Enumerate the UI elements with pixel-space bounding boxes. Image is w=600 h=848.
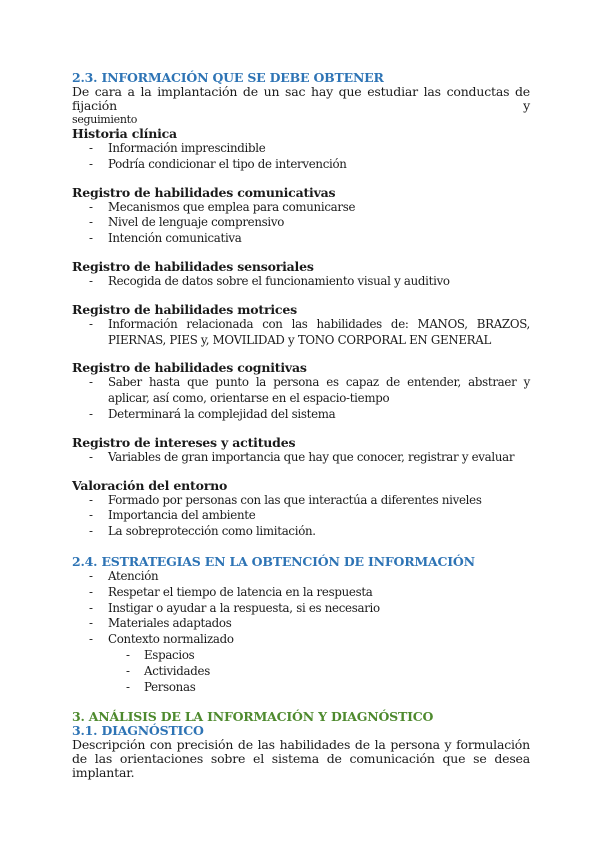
group-title-comunicativas: Registro de habilidades comunicativas (72, 184, 336, 200)
list-item: - Importancia del ambiente (72, 508, 530, 524)
list-item: - Instigar o ayudar a la respuesta, si es necesario (72, 601, 530, 617)
list-item: - Información relacionada con las habilidades de: MANOS, BRAZOS, PIERNAS, PIES y, MOVILIDAD y TONO CORPORAL EN GENERAL (72, 317, 530, 349)
section-heading-2-4: 2.4. ESTRATEGIAS EN LA OBTENCIÓN DE INFORMACIÓN (72, 553, 475, 569)
motrices-list (72, 317, 530, 349)
group-title-motrices: Registro de habilidades motrices (72, 301, 297, 317)
group-title-sensoriales: Registro de habilidades sensoriales (72, 258, 314, 274)
list-item: - Variables de gran importancia que hay que conocer, registrar y evaluar (72, 450, 530, 466)
list-item: - Contexto normalizado (72, 632, 530, 648)
group-title-cognitivas: Registro de habilidades cognitivas (72, 360, 307, 376)
list-item: - Saber hasta que punto la persona es capaz de entender, abstraer y aplicar, así como, orientarse en el espacio-tiempo (72, 375, 530, 407)
section-heading-3: 3. ANÁLISIS DE LA INFORMACIÓN Y DIAGNÓSTICO (72, 709, 434, 725)
list-item: - Recogida de datos sobre el funcionamiento visual y auditivo (72, 274, 530, 290)
list-item: - Actividades (72, 664, 530, 680)
group-title-entorno: Valoración del entorno (72, 477, 228, 493)
list-item: - Atención (72, 569, 530, 585)
intro-line-1: De cara a la implantación de un sac hay que estudiar las conductas de fijación y (72, 84, 530, 113)
list-item: - Información imprescindible (72, 141, 530, 157)
group-title-intereses: Registro de intereses y actitudes (72, 434, 296, 450)
contexto-nested-list (72, 648, 530, 695)
cognitivas-list (72, 375, 530, 422)
list-item: - Nivel de lenguaje comprensivo (72, 215, 530, 231)
historia-list (72, 141, 530, 173)
list-item: - Determinará la complejidad del sistema (72, 407, 530, 423)
intereses-list (72, 450, 530, 466)
list-item: - Mecanismos que emplea para comunicarse (72, 200, 530, 216)
comunicativas-list (72, 200, 530, 247)
list-item: - Intención comunicativa (72, 231, 530, 247)
diagnostico-paragraph: Descripción con precisión de las habilidades de la persona y formulación de las orientaciones sobre el sistema de comunicación que se desea implantar. (72, 737, 530, 781)
list-item: - Respetar el tiempo de latencia en la respuesta (72, 585, 530, 601)
list-item: - Materiales adaptados (72, 616, 530, 632)
section-heading-2-3: 2.3. INFORMACIÓN QUE SE DEBE OBTENER (72, 70, 384, 85)
document-page (72, 70, 530, 780)
estrategias-list (72, 569, 530, 648)
list-item: - La sobreprotección como limitación. (72, 524, 530, 540)
entorno-list (72, 493, 530, 540)
list-item: - Espacios (72, 648, 530, 664)
list-item: - Formado por personas con las que interactúa a diferentes niveles (72, 493, 530, 509)
sensoriales-list (72, 274, 530, 290)
section-heading-3-1: 3.1. DIAGNÓSTICO (72, 723, 204, 739)
list-item: - Personas (72, 680, 530, 696)
intro-line-2: seguimiento (72, 113, 138, 126)
group-title-historia: Historia clínica (72, 126, 177, 141)
list-item: - Podría condicionar el tipo de intervención (72, 157, 530, 173)
